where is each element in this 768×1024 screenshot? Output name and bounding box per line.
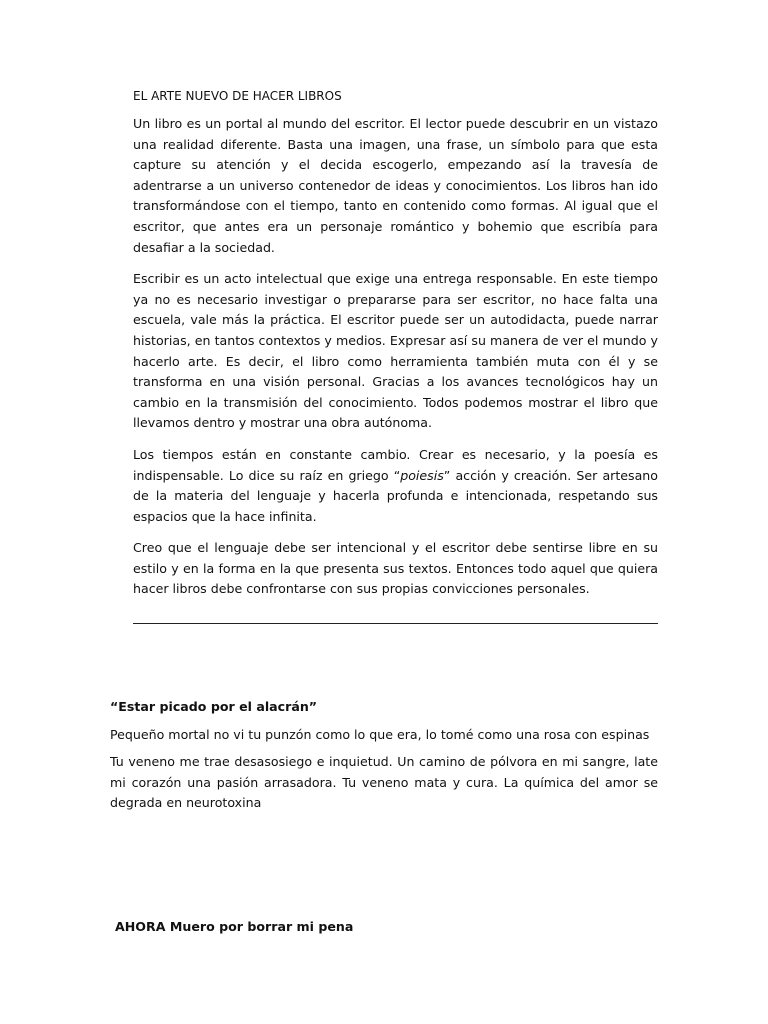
poem-title: “Estar picado por el alacrán” bbox=[110, 699, 318, 714]
poem-line-1: Pequeño mortal no vi tu punzón como lo que era, lo tomé como una rosa con espinas bbox=[110, 727, 650, 742]
essay-paragraph-1: Un libro es un portal al mundo del escritor. El lector puede descubrir en un vistazo una realidad diferente. Basta una imagen, una frase, un símbolo para que esta capture su atención y el decida escogerlo, empezando así la travesía de adentrarse a un universo contenedor de ideas y conocimientos. Los libros han ido transformándose con el tiempo, tanto en contenido como formas. Al igual que el escritor, que antes era un personaje romántico y bohemio que escribía para desafiar a la sociedad. bbox=[133, 116, 658, 255]
poem-stanza-2: Tu veneno me trae desasosiego e inquietud. Un camino de pólvora en mi sangre, late mi corazón una pasión arrasadora. Tu veneno mata y cura. La química del amor se degrada en neurotoxina bbox=[110, 754, 658, 811]
essay-paragraph-4: Creo que el lenguaje debe ser intencional y el escritor debe sentirse libre en su estilo y en la forma en la que presenta sus textos. Entonces todo aquel que quiera hacer libros debe confrontarse con sus propias convicciones personales. bbox=[133, 540, 658, 597]
essay-paragraph-3-text-end: acción y creación. Ser artesano de la materia del lenguaje y hacerla profunda e intencionada, respetando sus espacios que la hace infinita. bbox=[133, 467, 658, 524]
section-divider bbox=[133, 623, 658, 624]
opening-quote: “ bbox=[393, 467, 401, 483]
essay-paragraph-3 bbox=[133, 445, 658, 527]
poem-section bbox=[110, 697, 658, 821]
essay-title: EL ARTE NUEVO DE HACER LIBROS bbox=[133, 89, 342, 103]
essay-paragraph-2: Escribir es un acto intelectual que exige una entrega responsable. En este tiempo ya no es necesario investigar o prepararse para ser escritor, no hace falta una escuela, vale más la práctica. El escritor puede ser un autodidacta, puede narrar historias, en tantos contextos y medios. Expresar así su manera de ver el mundo y hacerlo arte. Es decir, el libro como herramienta también muta con él y se transforma en una visión personal. Gracias a los avances tecnológicos hay un cambio en la transmisión del conocimiento. Todos podemos mostrar el libro que llevamos dentro y mostrar una obra autónoma. bbox=[133, 271, 658, 431]
essay-section bbox=[133, 86, 658, 611]
closing-quote: ” bbox=[443, 467, 451, 483]
essay-paragraph-3-text-start: Los tiempos están en constante cambio. Crear es necesario, y la poesía es indispensable. Lo dice su raíz en griego bbox=[133, 446, 658, 483]
poiesis-term: poiesis bbox=[400, 467, 444, 483]
closing-line: AHORA Muero por borrar mi pena bbox=[115, 919, 354, 934]
